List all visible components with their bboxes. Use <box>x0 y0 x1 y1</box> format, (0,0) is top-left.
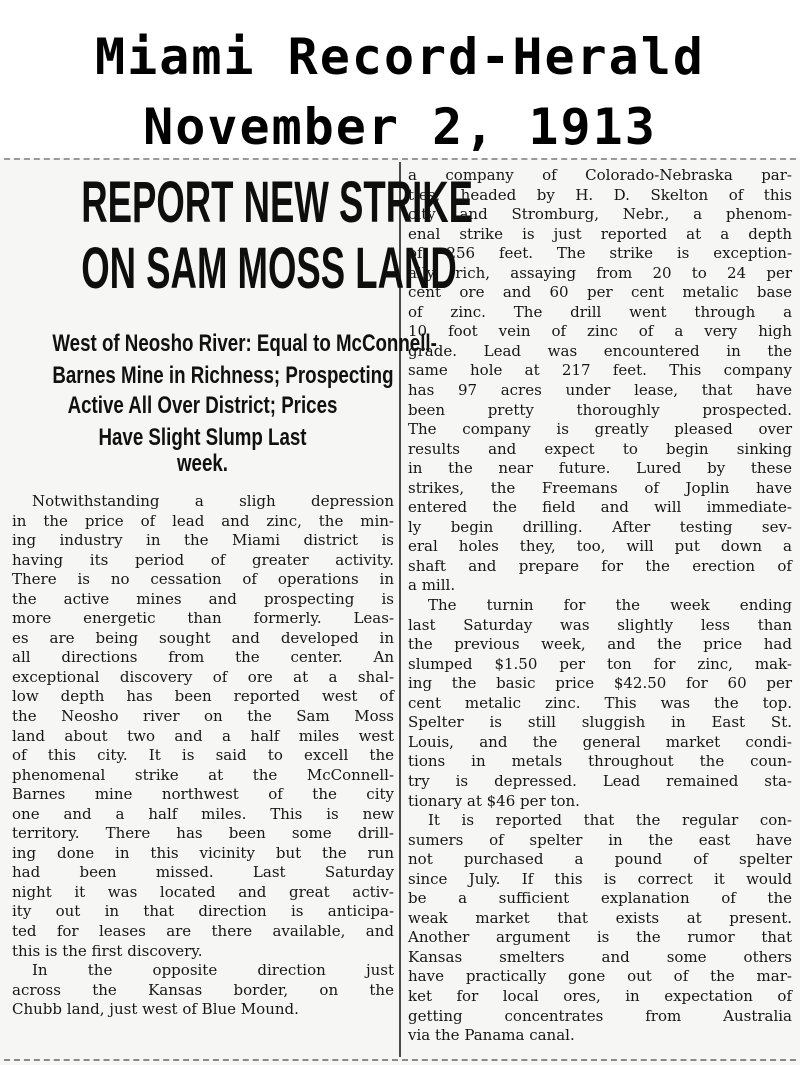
deck-line-1: West of Neosho River: Equal to McConnell- <box>52 330 437 357</box>
article-text-line: since July. If this is correct it would <box>408 869 793 888</box>
article-body-left-column <box>12 492 394 1020</box>
article-text-line: cent ore and 60 per cent metalic base <box>408 283 792 302</box>
article-text-line: Kansas smelters and some others <box>408 947 793 966</box>
article-text-line: weak market that exists at present. <box>408 908 792 927</box>
article-text-line: be a sufficient explanation of the <box>408 889 792 908</box>
article-text-line: tions in metals throughout the coun- <box>408 752 792 771</box>
article-text-line: The turnin for the week ending <box>428 596 793 615</box>
newspaper-name: Miami Record-Herald <box>95 28 705 86</box>
article-text-line: results and expect to begin sinking <box>408 439 793 458</box>
article-text-line: grade. Lead was encountered in the <box>408 341 792 360</box>
article-text-line: ties, headed by H. D. Skelton of this <box>408 185 792 204</box>
article-text-line: had been missed. Last Saturday <box>12 863 395 882</box>
deck-line-3: Active All Over District; Prices <box>67 392 338 419</box>
article-text-line: strikes, the Freemans of Joplin have <box>408 478 792 497</box>
article-text-line: es are being sought and developed in <box>12 628 394 647</box>
article-text-line: cent metalic zinc. This was the top. <box>408 693 793 712</box>
article-text-line: It is reported that the regular con- <box>428 811 792 830</box>
article-text-line: same hole at 217 feet. This company <box>408 361 792 380</box>
article-text-line: try is depressed. Lead remained sta- <box>408 771 792 790</box>
article-text-line: The company is greatly pleased over <box>408 420 793 439</box>
article-text-line: ing industry in the Miami district is <box>12 531 394 550</box>
article-text-line: Notwithstanding a sligh depression <box>32 492 394 510</box>
article-text-line: have practically gone out of the mar- <box>408 967 792 986</box>
article-text-line: entered the field and will immediate- <box>408 498 793 517</box>
article-text-line: ity out in that direction is anticipa- <box>12 902 395 921</box>
headline-line-1: REPORT NEW STRIKE <box>81 170 474 235</box>
article-text-line: more energetic than formerly. Leas- <box>12 609 395 628</box>
article-text-line: ing done in this vicinity but the run <box>12 843 395 862</box>
article-text-line: tionary at $46 per ton. <box>408 791 580 810</box>
article-text-line: across the Kansas border, on the <box>12 980 394 999</box>
article-text-line: of this city. It is said to excell the <box>12 746 394 765</box>
newspaper-clipping <box>0 158 800 1065</box>
article-text-line: been pretty thoroughly prospected. <box>408 400 793 419</box>
article-text-line: eral holes they, too, will put down a <box>408 537 792 556</box>
article-text-line: all directions from the center. An <box>12 648 395 667</box>
article-text-line: ing the basic price $42.50 for 60 per <box>408 674 792 693</box>
article-text-line: getting concentrates from Australia <box>408 1006 792 1025</box>
article-text-line: shaft and prepare for the erection of <box>408 556 792 575</box>
masthead <box>0 0 800 160</box>
article-text-line: in the near future. Lured by these <box>408 459 793 478</box>
article-text-line: ted for leases are there available, and <box>12 922 394 941</box>
article-text-line: Another argument is the rumor that <box>408 928 792 947</box>
article-text-line: ly begin drilling. After testing sev- <box>408 517 792 536</box>
article-text-line: has 97 acres under lease, that have <box>408 381 792 400</box>
article-text-line: one and a half miles. This is new <box>12 804 395 823</box>
article-text-line: ket for local ores, in expectation of <box>408 986 792 1005</box>
bottom-rule <box>4 1059 796 1061</box>
article-text-line: phenomenal strike at the McConnell- <box>12 765 395 784</box>
article-text-line: of zinc. The drill went through a <box>408 302 793 321</box>
article-text-line: a mill. <box>408 576 456 595</box>
deck-line-4: Have Slight Slump Last <box>98 424 307 451</box>
article-body-right-column <box>408 166 792 1046</box>
article-text-line: sumers of spelter in the east have <box>408 830 792 849</box>
article-text-line: of 256 feet. The strike is exception- <box>408 244 793 263</box>
article-text-line: the Neosho river on the Sam Moss <box>12 707 395 726</box>
article-text-line: Spelter is still sluggish in East St. <box>408 713 792 732</box>
article-text-line: 10 foot vein of zinc of a very high <box>408 322 792 341</box>
article-text-line: slumped $1.50 per ton for zinc, mak- <box>408 654 792 673</box>
article-text-line: the active mines and prospecting is <box>12 589 395 608</box>
article-text-line: land about two and a half miles west <box>12 726 395 745</box>
article-text-line: city and Stromburg, Nebr., a phenom- <box>408 205 793 224</box>
article-text-line: the previous week, and the price had <box>408 635 792 654</box>
article-text-line: low depth has been reported west of <box>12 687 395 706</box>
article-text-line: Barnes mine northwest of the city <box>12 785 395 804</box>
deck-line-5: week. <box>176 450 228 477</box>
top-rule <box>4 158 796 160</box>
article-text-line: this is the first discovery. <box>12 941 203 960</box>
article-text-line: last Saturday was slightly less than <box>408 615 792 634</box>
article-text-line: a company of Colorado-Nebraska par- <box>408 166 792 184</box>
article-text-line: not purchased a pound of spelter <box>408 850 793 869</box>
article-text-line: Chubb land, just west of Blue Mound. <box>12 1000 299 1019</box>
article-text-line: having its period of greater activity. <box>12 550 394 569</box>
article-text-line: via the Panama canal. <box>408 1026 575 1045</box>
headline-line-2: ON SAM MOSS LAND <box>81 236 457 301</box>
article-text-line: enal strike is just reported at a depth <box>408 224 792 243</box>
article-text-line: ally rich, assaying from 20 to 24 per <box>408 263 793 282</box>
publication-date: November 2, 1913 <box>143 98 657 156</box>
article-text-line: Louis, and the general market condi- <box>408 732 792 751</box>
article-text-line: in the price of lead and zinc, the min- <box>12 511 394 530</box>
deck-line-2: Barnes Mine in Richness; Prospecting <box>52 362 394 389</box>
article-text-line: In the opposite direction just <box>32 961 395 980</box>
article-text-line: territory. There has been some drill- <box>12 824 394 843</box>
article-text-line: There is no cessation of operations in <box>12 570 394 589</box>
article-text-line: night it was located and great activ- <box>12 882 394 901</box>
article-text-line: exceptional discovery of ore at a shal- <box>12 667 395 686</box>
